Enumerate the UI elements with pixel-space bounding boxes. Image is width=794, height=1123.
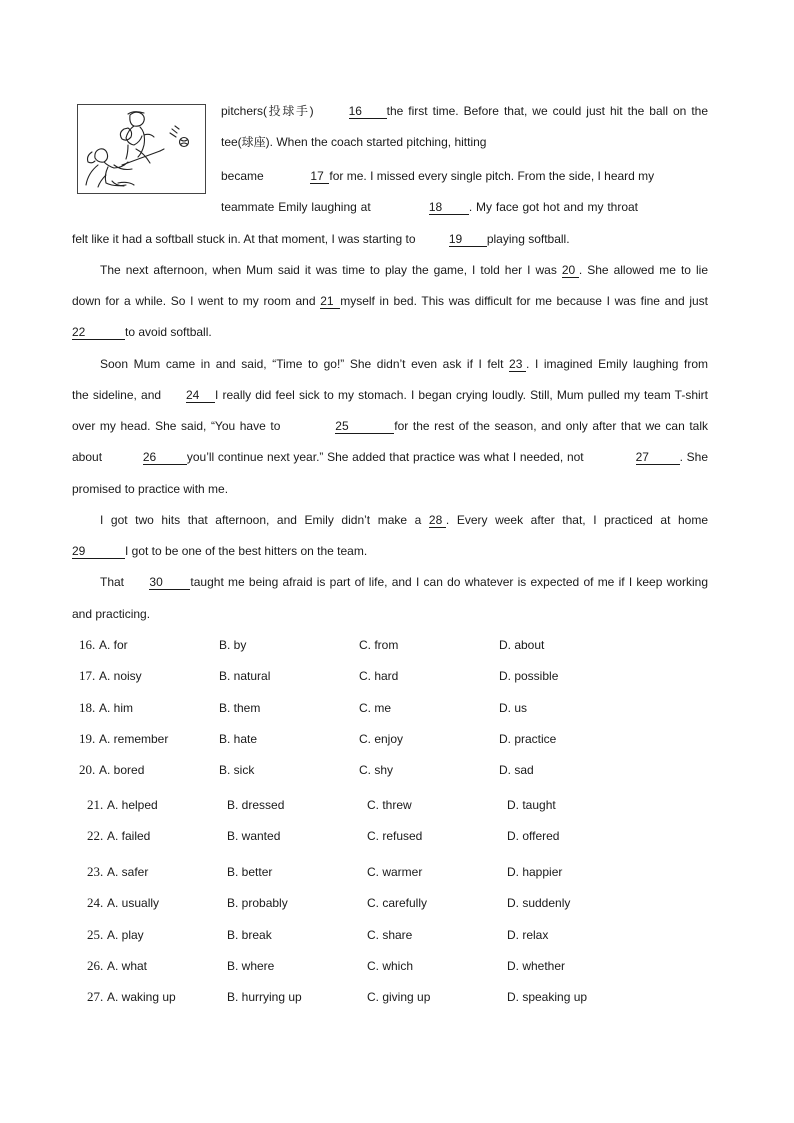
option-b[interactable]: B. better bbox=[227, 865, 273, 879]
answer-blank[interactable]: 27 bbox=[636, 451, 680, 465]
option-a[interactable]: A. play bbox=[107, 928, 144, 942]
passage-line bbox=[72, 231, 570, 247]
option-a[interactable]: A. failed bbox=[107, 829, 151, 843]
passage-text: I really did feel sick to my stomach. I began crying loudly. Still, Mum pulled my team T-shirt bbox=[214, 388, 708, 402]
option-b[interactable]: B. sick bbox=[219, 763, 255, 777]
passage-line bbox=[221, 199, 638, 215]
passage-line bbox=[72, 293, 708, 309]
option-d[interactable]: D. about bbox=[499, 638, 545, 652]
option-c[interactable]: C. giving up bbox=[367, 990, 431, 1004]
question-number: 19. bbox=[79, 731, 96, 746]
passage-text: became bbox=[221, 169, 264, 183]
answer-blank[interactable]: 19 bbox=[449, 233, 487, 247]
passage-text: The next afternoon, when Mum said it was time to play the game, I told her I was bbox=[100, 263, 557, 277]
option-b[interactable]: B. where bbox=[227, 959, 275, 973]
answer-blank[interactable]: 29 bbox=[72, 545, 125, 559]
option-d[interactable]: D. taught bbox=[507, 798, 556, 812]
passage-text: taught me being afraid is part of life, and I can do whatever is expected of me if I keep working bbox=[190, 575, 708, 589]
option-a[interactable]: A. helped bbox=[107, 798, 158, 812]
option-d[interactable]: D. happier bbox=[507, 865, 563, 879]
passage-text: teammate Emily laughing at bbox=[221, 200, 371, 214]
passage-text: for me. I missed every single pitch. From the side, I heard my bbox=[329, 169, 655, 183]
option-b[interactable]: B. wanted bbox=[227, 829, 281, 843]
passage-text: I got to be one of the best hitters on the team. bbox=[125, 544, 368, 558]
option-a[interactable]: A. noisy bbox=[99, 669, 142, 683]
passage-line bbox=[100, 262, 708, 278]
passage-text: to avoid softball. bbox=[125, 325, 212, 339]
passage-text: pitchers(投球手) bbox=[221, 104, 314, 118]
option-c[interactable]: C. enjoy bbox=[359, 732, 404, 746]
passage-text: you’ll continue next year.” She added that practice was what I needed, not bbox=[186, 450, 584, 464]
option-c[interactable]: C. from bbox=[359, 638, 399, 652]
passage-text: I got two hits that afternoon, and Emily didn’t make a bbox=[100, 513, 422, 527]
answer-blank[interactable]: 16 bbox=[349, 105, 387, 119]
passage-line bbox=[72, 324, 212, 340]
option-c[interactable]: C. warmer bbox=[367, 865, 423, 879]
answer-blank[interactable]: 28 bbox=[429, 514, 446, 528]
passage-line bbox=[72, 481, 228, 497]
option-a[interactable]: A. usually bbox=[107, 896, 160, 910]
question-number: 18. bbox=[79, 700, 96, 715]
passage-text: promised to practice with me. bbox=[72, 482, 229, 496]
option-c[interactable]: C. shy bbox=[359, 763, 394, 777]
passage-line bbox=[100, 512, 708, 528]
passage-line bbox=[221, 168, 653, 184]
option-c[interactable]: C. share bbox=[367, 928, 413, 942]
passage-text: . My face got hot and my throat bbox=[468, 200, 639, 214]
question-number: 26. bbox=[87, 958, 104, 973]
passage-line bbox=[72, 387, 708, 403]
softball-players-icon bbox=[78, 105, 205, 193]
option-c[interactable]: C. hard bbox=[359, 669, 399, 683]
passage-text: the first time. Before that, we could just hit the ball on the bbox=[386, 104, 709, 118]
passage-line bbox=[72, 606, 150, 622]
option-d[interactable]: D. offered bbox=[507, 829, 560, 843]
passage-text: myself in bed. This was difficult for me because I was fine and just bbox=[340, 294, 709, 308]
option-b[interactable]: B. them bbox=[219, 701, 261, 715]
passage-line bbox=[100, 356, 708, 372]
answer-blank[interactable]: 24 bbox=[186, 389, 215, 403]
passage-text: . I imagined Emily laughing from bbox=[526, 357, 709, 371]
passage-line bbox=[72, 449, 708, 465]
answer-blank[interactable]: 23 bbox=[509, 358, 526, 372]
option-a[interactable]: A. remember bbox=[99, 732, 169, 746]
option-c[interactable]: C. which bbox=[367, 959, 414, 973]
option-c[interactable]: C. me bbox=[359, 701, 392, 715]
passage-line bbox=[72, 418, 708, 434]
answer-blank[interactable]: 17 bbox=[310, 170, 329, 184]
option-d[interactable]: D. suddenly bbox=[507, 896, 571, 910]
question-number: 23. bbox=[87, 864, 104, 879]
passage-text: tee(球座). When the coach started pitching, hitting bbox=[221, 135, 487, 149]
option-a[interactable]: A. waking up bbox=[107, 990, 176, 1004]
option-d[interactable]: D. possible bbox=[499, 669, 559, 683]
option-d[interactable]: D. speaking up bbox=[507, 990, 588, 1004]
passage-line bbox=[100, 574, 708, 590]
option-a[interactable]: A. bored bbox=[99, 763, 145, 777]
option-b[interactable]: B. dressed bbox=[227, 798, 285, 812]
question-number: 21. bbox=[87, 797, 104, 812]
answer-blank[interactable]: 21 bbox=[320, 295, 340, 309]
option-d[interactable]: D. whether bbox=[507, 959, 566, 973]
option-a[interactable]: A. safer bbox=[107, 865, 149, 879]
question-number: 20. bbox=[79, 762, 96, 777]
passage-text: for the rest of the season, and only after that we can talk bbox=[394, 419, 709, 433]
option-b[interactable]: B. probably bbox=[227, 896, 288, 910]
passage-text: over my head. She said, “You have to bbox=[72, 419, 281, 433]
passage-text: and practicing. bbox=[72, 607, 151, 621]
question-number: 27. bbox=[87, 989, 104, 1004]
option-c[interactable]: C. carefully bbox=[367, 896, 428, 910]
passage-text: . Every week after that, I practiced at home bbox=[445, 513, 708, 527]
option-d[interactable]: D. us bbox=[499, 701, 528, 715]
option-b[interactable]: B. break bbox=[227, 928, 272, 942]
answer-blank[interactable]: 18 bbox=[429, 201, 469, 215]
answer-blank[interactable]: 20 bbox=[562, 264, 579, 278]
passage-text: felt like it had a softball stuck in. At that moment, I was starting to bbox=[72, 232, 416, 246]
answer-blank[interactable]: 26 bbox=[143, 451, 187, 465]
option-b[interactable]: B. by bbox=[219, 638, 247, 652]
question-number: 17. bbox=[79, 668, 96, 683]
passage-text: the sideline, and bbox=[72, 388, 162, 402]
question-number: 24. bbox=[87, 895, 104, 910]
option-d[interactable]: D. sad bbox=[499, 763, 534, 777]
passage-text: . She allowed me to lie bbox=[578, 263, 709, 277]
option-b[interactable]: B. hurrying up bbox=[227, 990, 302, 1004]
option-d[interactable]: D. relax bbox=[507, 928, 549, 942]
option-a[interactable]: A. for bbox=[99, 638, 128, 652]
option-d[interactable]: D. practice bbox=[499, 732, 557, 746]
question-number: 25. bbox=[87, 927, 104, 942]
option-b[interactable]: B. natural bbox=[219, 669, 271, 683]
question-number: 22. bbox=[87, 828, 104, 843]
answer-blank[interactable]: 25 bbox=[335, 420, 394, 434]
passage-text: That bbox=[100, 575, 125, 589]
passage-text: Soon Mum came in and said, “Time to go!” She didn’t even ask if I felt bbox=[100, 357, 504, 371]
option-b[interactable]: B. hate bbox=[219, 732, 258, 746]
passage-text: playing softball. bbox=[486, 232, 570, 246]
passage-line bbox=[221, 134, 486, 150]
passage-text: down for a while. So I went to my room and bbox=[72, 294, 316, 308]
passage-line bbox=[72, 543, 367, 559]
softball-illustration bbox=[77, 104, 206, 194]
answer-blank[interactable]: 22 bbox=[72, 326, 125, 340]
option-a[interactable]: A. what bbox=[107, 959, 148, 973]
passage-text: about bbox=[72, 450, 103, 464]
question-number: 16. bbox=[79, 637, 96, 652]
option-a[interactable]: A. him bbox=[99, 701, 134, 715]
answer-blank[interactable]: 30 bbox=[149, 576, 190, 590]
option-c[interactable]: C. refused bbox=[367, 829, 423, 843]
passage-text: . She bbox=[679, 450, 708, 464]
option-c[interactable]: C. threw bbox=[367, 798, 412, 812]
passage-line bbox=[221, 103, 708, 119]
